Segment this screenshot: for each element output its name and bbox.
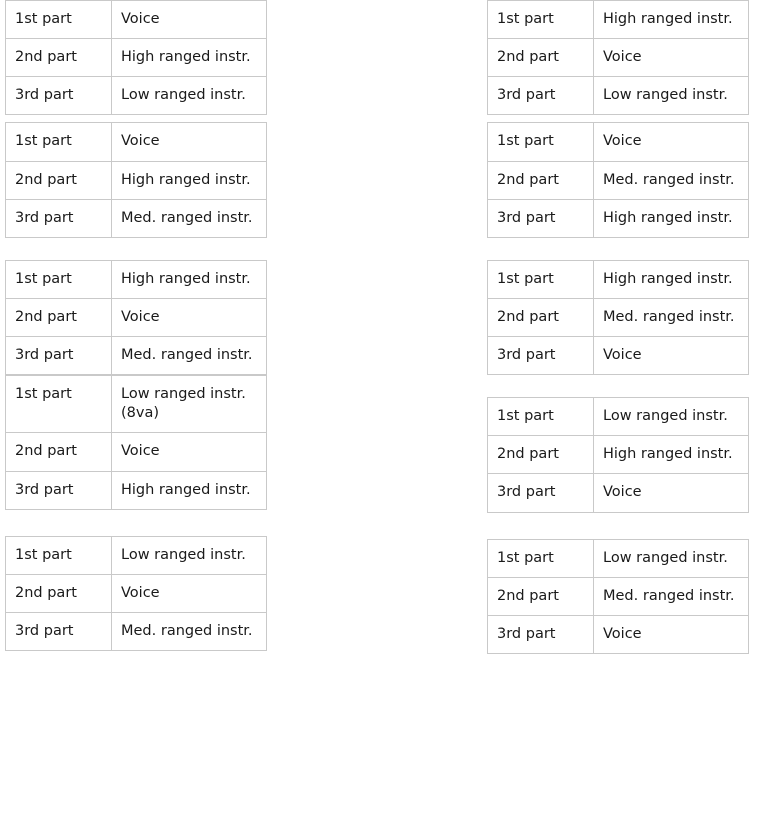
part-assignment: Low ranged instr. [594, 77, 749, 115]
table-gap [5, 238, 267, 260]
table-row [6, 1, 267, 39]
table-row [6, 536, 267, 574]
right-column [487, 0, 749, 654]
part-assignment: Med. ranged instr. [594, 161, 749, 199]
left-column [5, 0, 267, 651]
table-gap [487, 238, 749, 260]
voicing-table-2 [5, 122, 267, 237]
part-assignment: Voice [594, 615, 749, 653]
table-row [6, 433, 267, 471]
part-assignment: Voice [594, 474, 749, 512]
table-row [488, 474, 749, 512]
table-row [488, 123, 749, 161]
part-assignment: High ranged instr. [112, 260, 267, 298]
part-assignment: Low ranged instr. [594, 539, 749, 577]
part-assignment: High ranged instr. [594, 199, 749, 237]
table-row [488, 39, 749, 77]
voicing-table-6 [487, 0, 749, 115]
table-row [6, 471, 267, 509]
part-assignment: High ranged instr. [112, 471, 267, 509]
voicing-table-1 [5, 0, 267, 115]
part-label: 1st part [6, 260, 112, 298]
table-row [6, 298, 267, 336]
table-row [488, 298, 749, 336]
table-row [488, 77, 749, 115]
table-row [488, 260, 749, 298]
table-gap [5, 510, 267, 536]
voicing-table-3 [5, 260, 267, 375]
table-row [6, 161, 267, 199]
table-row [6, 77, 267, 115]
part-label: 2nd part [6, 39, 112, 77]
table-row [488, 539, 749, 577]
part-label: 2nd part [6, 433, 112, 471]
part-label: 2nd part [488, 298, 594, 336]
part-assignment: High ranged instr. [112, 161, 267, 199]
part-label: 2nd part [488, 161, 594, 199]
voicing-table-8 [487, 260, 749, 375]
table-gap [487, 115, 749, 122]
table-row [6, 612, 267, 650]
table-row [488, 436, 749, 474]
table-row [6, 199, 267, 237]
part-label: 1st part [6, 536, 112, 574]
part-assignment: Voice [594, 123, 749, 161]
part-label: 2nd part [488, 39, 594, 77]
part-label: 1st part [488, 123, 594, 161]
part-label: 3rd part [6, 612, 112, 650]
table-row [6, 39, 267, 77]
table-row [488, 161, 749, 199]
part-label: 2nd part [6, 298, 112, 336]
part-label: 1st part [488, 260, 594, 298]
table-row [488, 398, 749, 436]
part-label: 3rd part [488, 474, 594, 512]
part-label: 1st part [6, 376, 112, 433]
voicing-table-5 [5, 536, 267, 651]
part-assignment: Low ranged instr. [112, 77, 267, 115]
part-assignment: Med. ranged instr. [594, 298, 749, 336]
voicing-table-10 [487, 539, 749, 654]
part-assignment: Med. ranged instr. [594, 577, 749, 615]
part-assignment: Voice [112, 574, 267, 612]
table-gap [487, 513, 749, 539]
part-label: 2nd part [6, 574, 112, 612]
part-assignment: High ranged instr. [594, 260, 749, 298]
table-row [6, 376, 267, 433]
part-assignment: Voice [594, 337, 749, 375]
part-label: 1st part [488, 1, 594, 39]
part-label: 3rd part [488, 615, 594, 653]
table-row [488, 337, 749, 375]
part-assignment: Med. ranged instr. [112, 199, 267, 237]
table-row [488, 199, 749, 237]
part-label: 1st part [488, 539, 594, 577]
part-label: 3rd part [6, 337, 112, 375]
part-label: 2nd part [6, 161, 112, 199]
voicing-table-4 [5, 375, 267, 510]
part-assignment: High ranged instr. [594, 436, 749, 474]
part-label: 3rd part [488, 77, 594, 115]
part-assignment: High ranged instr. [594, 1, 749, 39]
part-assignment: Voice [112, 433, 267, 471]
table-row [488, 1, 749, 39]
table-row [488, 577, 749, 615]
table-row [6, 574, 267, 612]
table-row [6, 260, 267, 298]
voicing-table-9 [487, 397, 749, 512]
part-assignment: Low ranged instr. (8va) [112, 376, 267, 433]
part-assignment: Voice [112, 1, 267, 39]
part-label: 3rd part [6, 471, 112, 509]
part-assignment: Voice [112, 123, 267, 161]
part-label: 1st part [6, 1, 112, 39]
part-assignment: Low ranged instr. [594, 398, 749, 436]
part-label: 3rd part [6, 199, 112, 237]
table-row [6, 337, 267, 375]
part-label: 3rd part [488, 337, 594, 375]
part-assignment: Med. ranged instr. [112, 612, 267, 650]
part-label: 1st part [488, 398, 594, 436]
part-assignment: High ranged instr. [112, 39, 267, 77]
table-row [6, 123, 267, 161]
part-label: 1st part [6, 123, 112, 161]
part-label: 2nd part [488, 577, 594, 615]
part-label: 2nd part [488, 436, 594, 474]
part-assignment: Low ranged instr. [112, 536, 267, 574]
part-assignment: Voice [594, 39, 749, 77]
part-assignment: Voice [112, 298, 267, 336]
part-assignment: Med. ranged instr. [112, 337, 267, 375]
table-gap [487, 375, 749, 397]
part-label: 3rd part [488, 199, 594, 237]
voicing-table-7 [487, 122, 749, 237]
table-gap [5, 115, 267, 122]
table-row [488, 615, 749, 653]
part-label: 3rd part [6, 77, 112, 115]
